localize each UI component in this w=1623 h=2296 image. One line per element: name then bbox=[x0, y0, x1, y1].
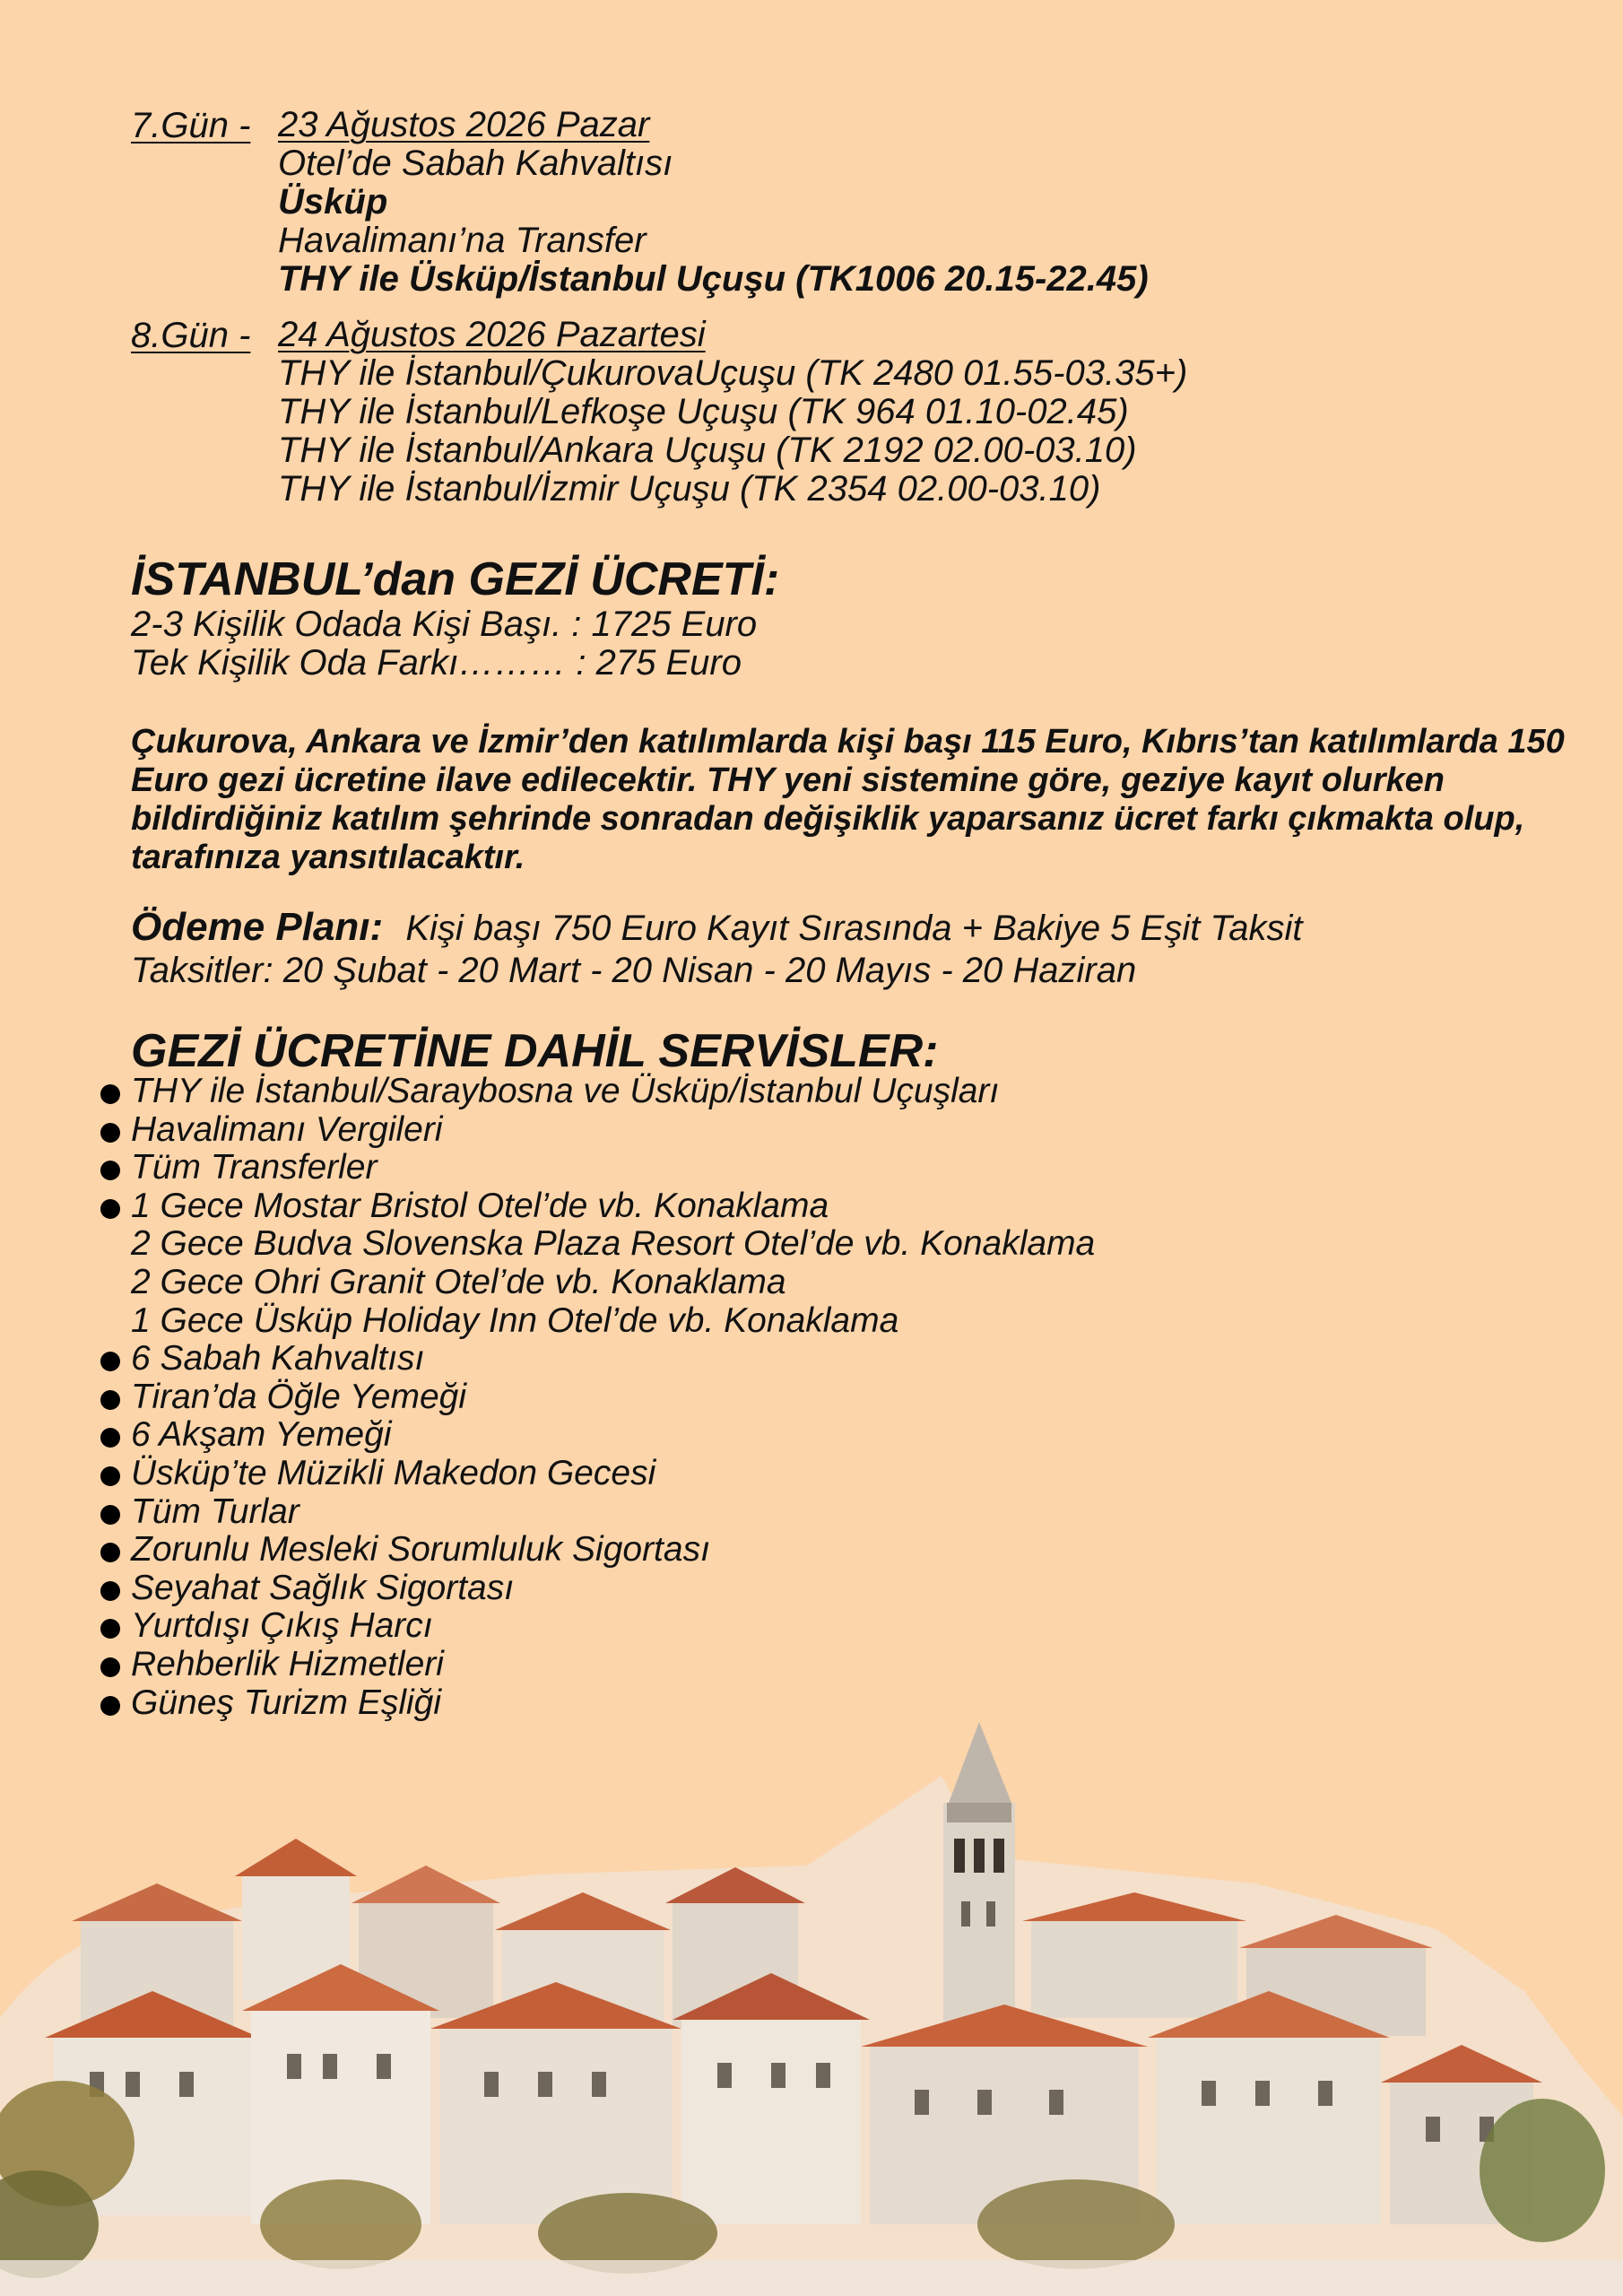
service-item-label: 2 Gece Budva Slovenska Plaza Resort Otel’de vb. Konaklama bbox=[131, 1224, 1096, 1264]
price-single-supplement: Tek Kişilik Oda Farkı……… : 275 Euro bbox=[131, 643, 742, 683]
bullet-icon bbox=[100, 1543, 120, 1562]
payment-text: Kişi başı 750 Euro Kayıt Sırasında + Bakiye 5 Eşit Taksit bbox=[405, 909, 1303, 948]
service-item bbox=[97, 1416, 1095, 1455]
service-item bbox=[97, 1493, 1095, 1532]
price-double-room: 2-3 Kişilik Odada Kişi Başı. : 1725 Euro bbox=[131, 604, 758, 644]
service-item-label: 1 Gece Mostar Bristol Otel’de vb. Konaklama bbox=[131, 1186, 829, 1225]
payment-installments: Taksitler: 20 Şubat - 20 Mart - 20 Nisan - 20 Mayıs - 20 Haziran bbox=[131, 951, 1137, 990]
service-item bbox=[97, 1302, 1095, 1341]
bullet-icon bbox=[100, 1428, 120, 1448]
regional-surcharge-note: Çukurova, Ankara ve İzmir’den katılımlarda kişi başı 115 Euro, Kıbrıs’tan katılımlarda 150 Euro gezi ücretine ilave edilecektir. THY yeni sistemine göre, geziye kayıt olurken bildirdiğiniz katılım şehrinde sonradan değişiklik yaparsanız ücret farkı çıkmakta olup, tarafınıza yansıtılacaktır. bbox=[131, 723, 1565, 876]
bullet-icon bbox=[100, 1199, 120, 1219]
service-item bbox=[97, 1607, 1095, 1646]
bullet-icon bbox=[100, 1123, 120, 1143]
service-item bbox=[97, 1570, 1095, 1608]
service-item-label: Yurtdışı Çıkış Harcı bbox=[131, 1606, 433, 1646]
day7-line-breakfast: Otel’de Sabah Kahvaltısı bbox=[278, 144, 673, 183]
payment-plan bbox=[131, 904, 1302, 952]
day7-line-city: Üsküp bbox=[278, 182, 388, 222]
bullet-icon bbox=[100, 1390, 120, 1410]
service-item bbox=[97, 1149, 1095, 1187]
service-item-label: Tüm Turlar bbox=[131, 1492, 299, 1531]
service-item bbox=[97, 1187, 1095, 1226]
service-item-label: Zorunlu Mesleki Sorumluluk Sigortası bbox=[131, 1530, 710, 1570]
service-item-label: 6 Sabah Kahvaltısı bbox=[131, 1339, 425, 1378]
service-item bbox=[97, 1225, 1095, 1264]
service-item bbox=[97, 1646, 1095, 1684]
bullet-icon bbox=[100, 1581, 120, 1601]
service-item-label: 2 Gece Ohri Granit Otel’de vb. Konaklama bbox=[131, 1262, 786, 1301]
day8-block bbox=[278, 316, 1187, 509]
bullet-icon bbox=[100, 1161, 120, 1180]
bullet-icon bbox=[100, 1084, 120, 1104]
day8-date: 24 Ağustos 2026 Pazartesi bbox=[278, 315, 706, 354]
day7-block bbox=[278, 106, 1149, 299]
day7-label: 7.Gün - bbox=[131, 106, 251, 145]
service-item-label: Seyahat Sağlık Sigortası bbox=[131, 1568, 515, 1607]
service-item bbox=[97, 1340, 1095, 1378]
service-item bbox=[97, 1531, 1095, 1570]
service-item-label: Üsküp’te Müzikli Makedon Gecesi bbox=[131, 1453, 656, 1492]
day8-flight-cukurova: THY ile İstanbul/ÇukurovaUçuşu (TK 2480 01.55-03.35+) bbox=[278, 353, 1188, 393]
bullet-icon bbox=[100, 1619, 120, 1639]
payment-heading: Ödeme Planı: bbox=[131, 905, 384, 949]
price-heading: İSTANBUL’dan GEZİ ÜCRETİ: bbox=[131, 553, 780, 605]
service-item bbox=[97, 1684, 1095, 1723]
services-heading: GEZİ ÜCRETİNE DAHİL SERVİSLER: bbox=[131, 1025, 939, 1077]
service-item-label: Havalimanı Vergileri bbox=[131, 1109, 443, 1149]
service-item bbox=[97, 1073, 1095, 1111]
service-item-label: 1 Gece Üsküp Holiday Inn Otel’de vb. Konaklama bbox=[131, 1300, 899, 1340]
service-item-label: Tiran’da Öğle Yemeği bbox=[131, 1377, 466, 1416]
service-item bbox=[97, 1455, 1095, 1493]
service-item-label: Güneş Turizm Eşliği bbox=[131, 1683, 442, 1722]
day7-line-transfer: Havalimanı’na Transfer bbox=[278, 221, 647, 260]
bullet-icon bbox=[100, 1657, 120, 1677]
bullet-icon bbox=[100, 1466, 120, 1486]
bullet-icon bbox=[100, 1505, 120, 1525]
service-item-label: Rehberlik Hizmetleri bbox=[131, 1644, 444, 1683]
service-item bbox=[97, 1111, 1095, 1150]
day8-label: 8.Gün - bbox=[131, 316, 251, 355]
bullet-icon bbox=[100, 1696, 120, 1716]
day7-date: 23 Ağustos 2026 Pazar bbox=[278, 105, 650, 144]
day7-line-flight: THY ile Üsküp/İstanbul Uçuşu (TK1006 20.15-22.45) bbox=[278, 259, 1149, 299]
old-town-illustration bbox=[0, 1722, 1623, 2296]
street-base bbox=[0, 2260, 1623, 2296]
day8-flight-ankara: THY ile İstanbul/Ankara Uçuşu (TK 2192 02.00-03.10) bbox=[278, 430, 1137, 470]
service-item-label: THY ile İstanbul/Saraybosna ve Üsküp/İstanbul Uçuşları bbox=[131, 1072, 1000, 1110]
day8-flight-lefkose: THY ile İstanbul/Lefkoşe Uçuşu (TK 964 01.10-02.45) bbox=[278, 392, 1129, 431]
services-list bbox=[97, 1073, 1095, 1722]
day8-flight-izmir: THY ile İstanbul/İzmir Uçuşu (TK 2354 02.00-03.10) bbox=[278, 469, 1101, 509]
bullet-icon bbox=[100, 1352, 120, 1371]
service-item bbox=[97, 1264, 1095, 1302]
service-item-label: 6 Akşam Yemeği bbox=[131, 1415, 392, 1455]
service-item bbox=[97, 1378, 1095, 1417]
service-item-label: Tüm Transferler bbox=[131, 1148, 378, 1187]
